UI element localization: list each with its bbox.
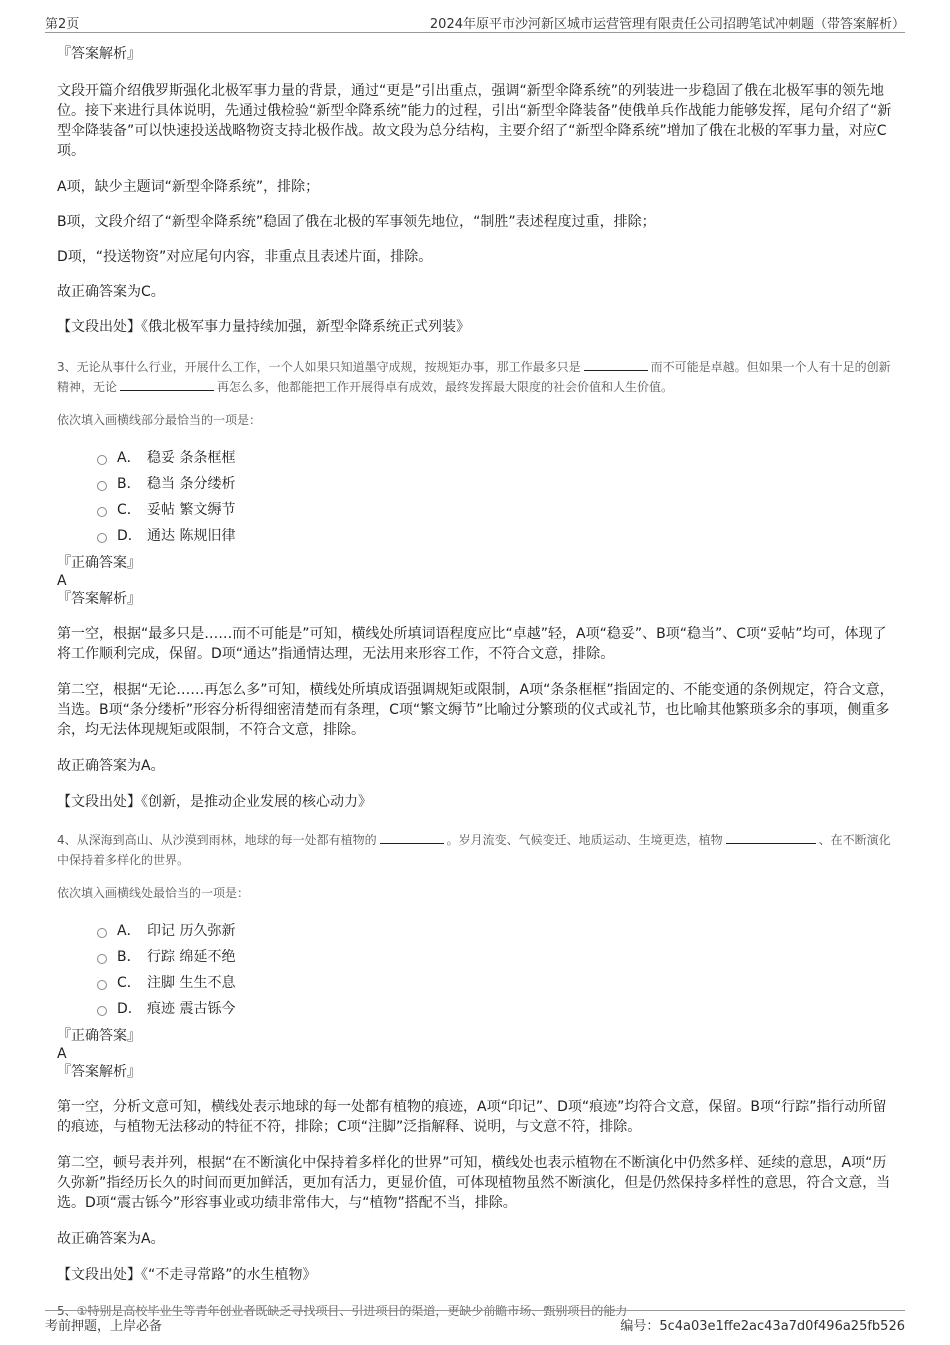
answer-conclusion: 故正确答案为A。 (57, 1231, 165, 1247)
question-hint: 依次填入画横线处最恰当的一项是： (57, 886, 250, 900)
question-stem (57, 357, 895, 397)
option-a[interactable]: A． 稳妥 条条框框 (97, 445, 895, 471)
correct-answer-label: 『正确答案』 (57, 1028, 141, 1044)
fill-blank (120, 378, 214, 391)
fill-blank (584, 358, 648, 371)
question-stem-part: 。岁月流变、气候变迁、地质运动、生境更迭，植物 (446, 833, 723, 847)
question-stem-part: 4、从深海到高山、从沙漠到雨林，地球的每一处都有植物的 (57, 833, 377, 847)
page-header (45, 10, 905, 33)
analysis-label: 『答案解析』 (57, 46, 141, 62)
passage-source: 【文段出处】《“不走寻常路”的水生植物》 (57, 1267, 317, 1283)
option-b[interactable]: B． 稳当 条分缕析 (97, 471, 895, 497)
analysis-label: 『答案解析』 (57, 591, 141, 607)
radio-icon[interactable] (97, 1006, 107, 1016)
document-id: 编号：5c4a03e1ffe2ac43a7d0f496a25fb526 (620, 1319, 905, 1334)
radio-icon[interactable] (97, 928, 107, 938)
radio-icon[interactable] (97, 954, 107, 964)
document-title: 2024年原平市沙河新区城市运营管理有限责任公司招聘笔试冲刺题（带答案解析） (429, 17, 905, 32)
correct-answer: A (57, 573, 67, 589)
radio-icon[interactable] (97, 533, 107, 543)
radio-icon[interactable] (97, 455, 107, 465)
passage-source: 【文段出处】《俄北极军事力量持续加强，新型伞降系统正式列装》 (57, 319, 470, 335)
answer-conclusion: 故正确答案为A。 (57, 758, 165, 774)
page-footer (45, 1310, 905, 1335)
correct-answer-label: 『正确答案』 (57, 555, 141, 571)
question-hint: 依次填入画横线部分最恰当的一项是： (57, 413, 262, 427)
option-a[interactable]: A． 印记 历久弥新 (97, 918, 895, 944)
analysis-paragraph: D项，“投送物资”对应尾句内容，非重点且表述片面，排除。 (57, 249, 433, 265)
page-number: 第2页 (45, 17, 80, 32)
question-stem: 5、①特别是高校毕业生等青年创业者既缺乏寻找项目、引进项目的渠道，更缺少前瞻市场、甄别项目的能力 (57, 1304, 628, 1318)
options-list (57, 445, 895, 549)
answer-conclusion: 故正确答案为C。 (57, 284, 165, 300)
option-d[interactable]: D． 通达 陈规旧律 (97, 523, 895, 549)
analysis-paragraph: 第二空，根据“无论……再怎么多”可知，横线处所填成语强调规矩或限制，A项“条条框框”指固定的、不能变通的条例规定，符合文意，当选。B项“条分缕析”形容分析得细密清楚而有条理，C项“繁文缛节”比喻过分繁琐的仪式或礼节，也比喻其他繁琐多余的事项，侧重多余，均无法体现规矩或限制，不符合文意，排除。 (57, 682, 894, 738)
radio-icon[interactable] (97, 507, 107, 517)
question-stem-part: 再怎么多，他都能把工作开展得卓有成效，最终发挥最大限度的社会价值和人生价值。 (217, 380, 674, 394)
analysis-paragraph: A项，缺少主题词“新型伞降系统”，排除； (57, 179, 320, 195)
options-list (57, 918, 895, 1022)
analysis-paragraph: 文段开篇介绍俄罗斯强化北极军事力量的背景，通过“更是”引出重点，强调“新型伞降系统”的列装进一步稳固了俄在北极军事的领先地位。接下来进行具体说明，先通过俄检验“新型伞降系统”能力的过程，引出“新型伞降装备”使俄单兵作战能力能够发挥，尾句介绍了“新型伞降装备”可以快速投送战略物资支持北极作战。故文段为总分结构，主要介绍了“新型伞降系统”增加了俄在北极的军事力量，对应C项。 (57, 83, 892, 159)
question-stem (57, 830, 895, 870)
correct-answer: A (57, 1046, 67, 1062)
analysis-paragraph: 第一空，根据“最多只是……而不可能是”可知，横线处所填词语程度应比“卓越”轻，A项“稳妥”、B项“稳当”、C项“妥帖”均可，体现了将工作顺利完成，保留。D项“通达”指通情达理，无法用来形容工作，不符合文意，排除。 (57, 626, 887, 662)
question-stem-part: 3、无论从事什么行业，开展什么工作，一个人如果只知道墨守成规，按规矩办事，那工作最多只是 (57, 360, 581, 374)
page-content (57, 44, 895, 1321)
fill-blank (380, 831, 444, 844)
radio-icon[interactable] (97, 980, 107, 990)
question-stem-part: 、在不断演化中保持着多样化的世界。 (57, 833, 891, 867)
analysis-paragraph: 第二空，顿号表并列，根据“在不断演化中保持着多样化的世界”可知，横线处也表示植物在不断演化中仍然多样、延续的意思，A项“历久弥新”指经历长久的时间而更加鲜活，更加有活力，更显价值，可体现植物虽然不断演化，但是仍然保持多样性的意思，符合文意，当选。D项“震古铄今”形容事业或功绩非常伟大，与“植物”搭配不当，排除。 (57, 1155, 891, 1211)
option-c[interactable]: C． 注脚 生生不息 (97, 970, 895, 996)
passage-source: 【文段出处】《创新，是推动企业发展的核心动力》 (57, 794, 372, 810)
analysis-label: 『答案解析』 (57, 1064, 141, 1080)
analysis-paragraph: 第一空，分析文意可知，横线处表示地球的每一处都有植物的痕迹，A项“印记”、D项“痕迹”均符合文意，保留。B项“行踪”指行动所留的痕迹，与植物无法移动的特征不符，排除；C项“注脚”泛指解释、说明，与文意不符，排除。 (57, 1099, 887, 1135)
radio-icon[interactable] (97, 481, 107, 491)
analysis-paragraph: B项，文段介绍了“新型伞降系统”稳固了俄在北极的军事领先地位，“制胜”表述程度过重，排除； (57, 214, 656, 230)
question-stem-part: 而不可能是卓越。但如果一个人有十足的创新精神，无论 (57, 360, 891, 394)
footer-slogan: 考前押题，上岸必备 (45, 1319, 163, 1334)
fill-blank (726, 831, 816, 844)
option-d[interactable]: D． 痕迹 震古铄今 (97, 996, 895, 1022)
option-c[interactable]: C． 妥帖 繁文缛节 (97, 497, 895, 523)
option-b[interactable]: B． 行踪 绵延不绝 (97, 944, 895, 970)
